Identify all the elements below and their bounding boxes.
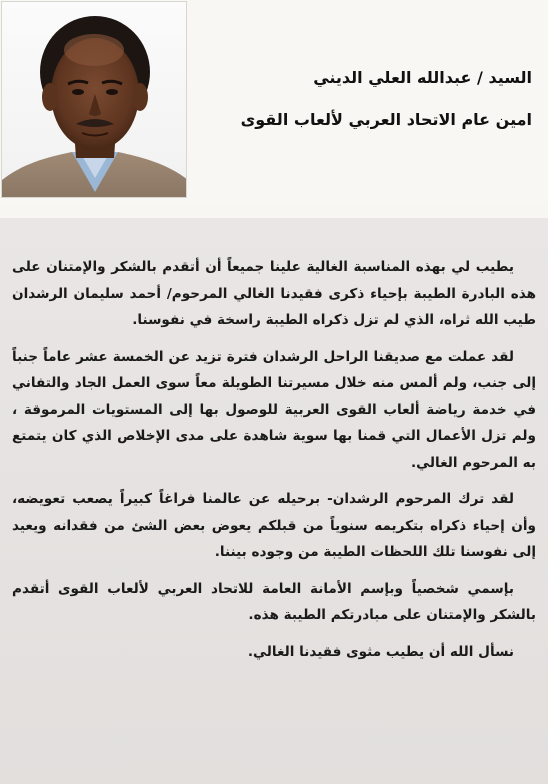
person-caption <box>202 66 532 132</box>
article-panel <box>0 218 548 784</box>
paragraph-1: يطيب لي بهذه المناسبة الغالية علينا جميعاً أن أتقدم بالشكر والإمتنان على هذه البادرة الطيبة بإحياء ذكرى فقيدنا الغالي المرحوم/ أحمد سليمان الرشدان طيب الله ثراه، الذي لم تزل ذكراه الطيبة راسخة في نفوسنا. <box>12 259 536 328</box>
person-name: السيد / عبدالله العلي الديني <box>313 68 532 87</box>
header-section <box>0 0 548 205</box>
article-body <box>12 254 536 665</box>
paragraph-2: لقد عملت مع صديقنا الراحل الرشدان فترة تزيد عن الخمسة عشر عاماً جنباً إلى جنب، ولم ألمس منه خلال مسيرتنا الطويلة معاً سوى العمل الجاد والتفاني في خدمة رياضة ألعاب القوى العربية للوصول بها إلى المستويات المرموقة ، ولم تزل الأعمال التي قمنا بها سوية شاهدة على مدى الإخلاص الذي كان يتمتع به المرحوم الغالي. <box>12 348 536 471</box>
paragraph-5: نسأل الله أن يطيب مثوى فقيدنا الغالي. <box>247 643 514 660</box>
portrait-photo <box>1 1 187 198</box>
paragraph-3: لقد ترك المرحوم الرشدان- برحيله عن عالمنا فراغاً كبيراً يصعب تعويضه، وأن إحياء ذكراه بتكريمه سنوياً من قبلكم يعوض بعض الشئ من فقدانه ويعيد إلى نفوسنا تلك اللحظات الطيبة من وجوده بيننا. <box>12 491 536 560</box>
portrait-illustration <box>2 2 187 198</box>
person-title: امين عام الاتحاد العربي لألعاب القوى <box>240 110 532 129</box>
paragraph-4: بإسمي شخصياً وبإسم الأمانة العامة للاتحاد العربي لألعاب القوى أتقدم بالشكر والإمتنان على مبادرتكم الطيبة هذه. <box>12 580 536 623</box>
